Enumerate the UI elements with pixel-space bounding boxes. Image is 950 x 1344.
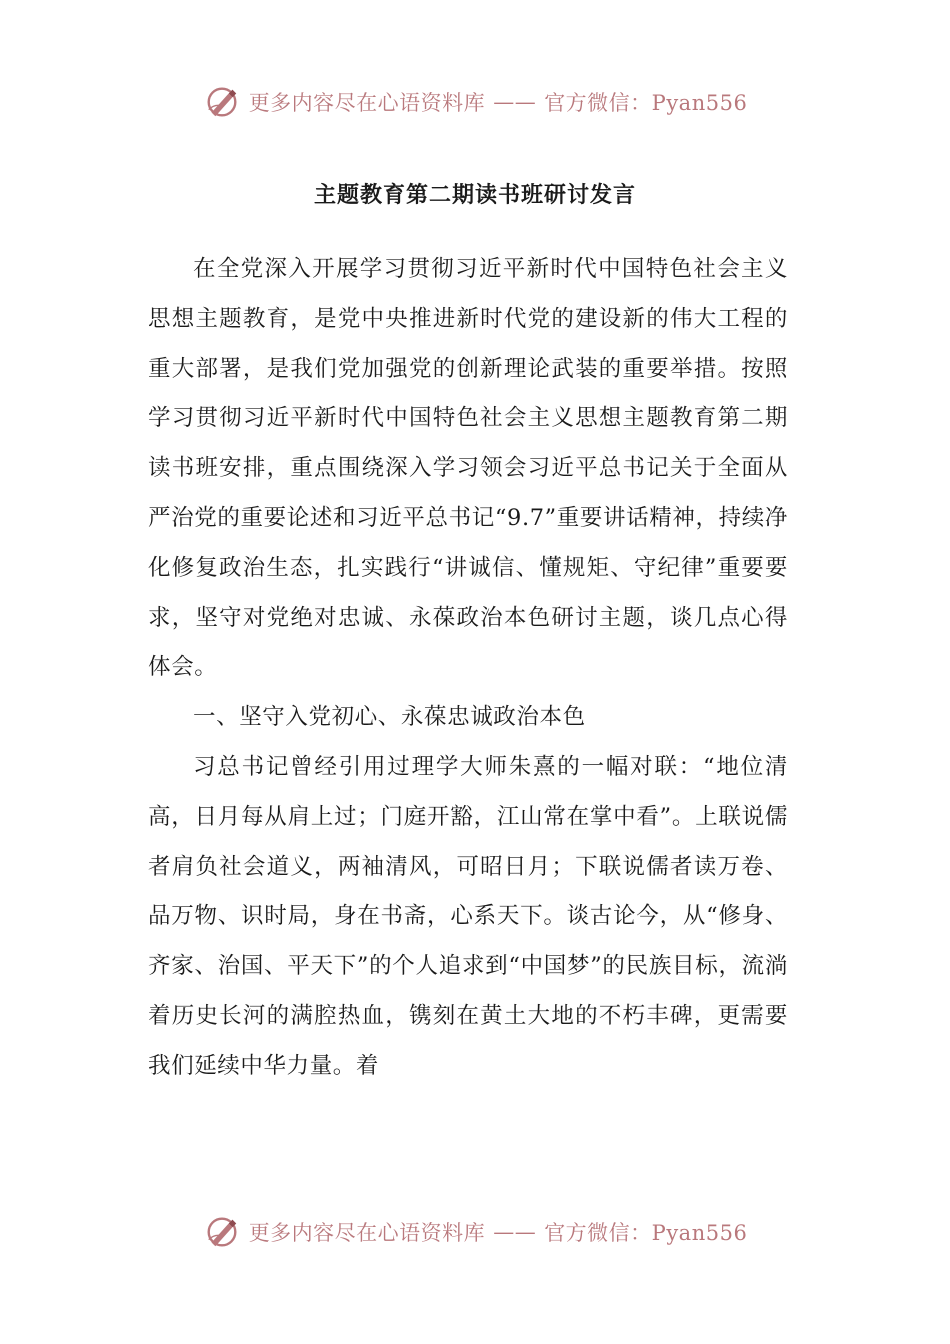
paragraph-intro: 在全党深入开展学习贯彻习近平新时代中国特色社会主义思想主题教育，是党中央推进新时代党的建设新的伟大工程的重大部署，是我们党加强党的创新理论武装的重要举措。按照学习贯彻习近平新时代中国特色社会主义思想主题教育第二期读书班安排，重点围绕深入学习领会习近平总书记关于全面从严治党的重要论述和习近平总书记“9.7”重要讲话精神，持续净化修复政治生态，扎实践行“讲诚信、懂规矩、守纪律”重要要求，坚守对党绝对忠诚、永葆政治本色研讨主题，谈几点心得体会。 — [148, 256, 788, 681]
section-heading-1: 一、坚守入党初心、永葆忠诚政治本色 — [193, 704, 586, 731]
footer-watermark — [0, 1210, 950, 1254]
watermark-contact-text: 官方微信：Pyan556 — [544, 1221, 748, 1245]
document-body — [148, 245, 788, 1092]
watermark-separator: —— — [493, 1220, 537, 1244]
watermark-contact-text: 官方微信：Pyan556 — [544, 91, 748, 115]
header-watermark — [0, 80, 950, 124]
document-title: 主题教育第二期读书班研讨发言 — [313, 182, 636, 208]
pen-circle-logo-icon — [203, 1213, 241, 1251]
paragraph-section-1: 习总书记曾经引用过理学大师朱熹的一幅对联：“地位清高，日月每从肩上过；门庭开豁，江山常在掌中看”。上联说儒者肩负社会道义，两袖清风，可昭日月；下联说儒者读万卷、品万物、识时局，身在书斋，心系天下。谈古论今，从“修身、齐家、治国、平天下”的个人追求到“中国梦”的民族目标，流淌着历史长河的满腔热血，镌刻在黄土大地的不朽丰碑，更需要我们延续中华力量。着 — [148, 753, 788, 1079]
pen-circle-logo-icon — [203, 83, 241, 121]
watermark-separator: —— — [493, 90, 537, 114]
watermark-brand-text: 更多内容尽在心语资料库 — [248, 91, 486, 115]
watermark-brand-text: 更多内容尽在心语资料库 — [248, 1221, 486, 1245]
